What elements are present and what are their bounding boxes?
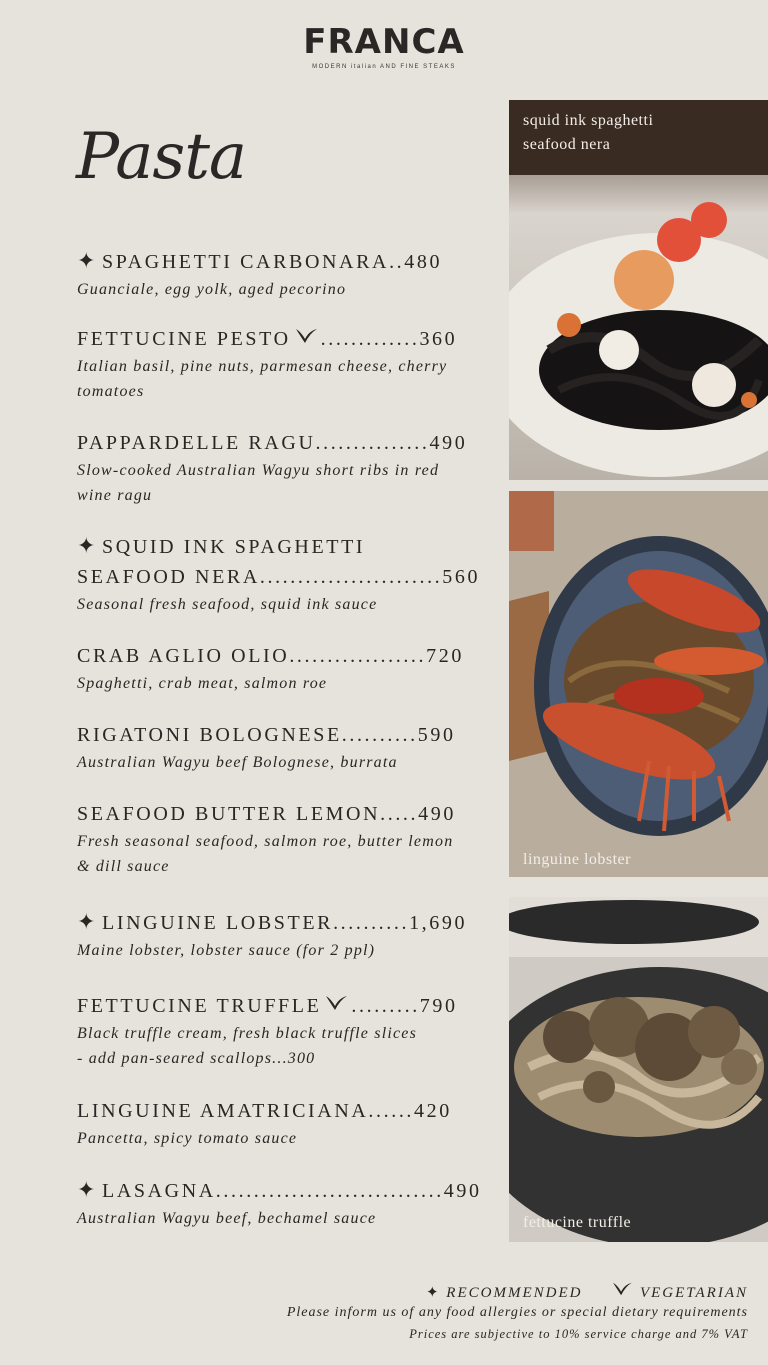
item-description: Seasonal fresh seafood, squid ink sauce — [77, 596, 378, 613]
item-name: SEAFOOD BUTTER LEMON.....490 — [77, 803, 456, 825]
menu-item-fettucine-pesto — [77, 324, 457, 404]
item-price: .........790 — [351, 995, 458, 1017]
photo-caption: linguine lobster — [523, 851, 631, 868]
dish-illustration — [509, 491, 768, 877]
menu-item-carbonara — [77, 246, 457, 302]
item-name-continued: SEAFOOD NERA........................560 — [77, 566, 481, 588]
item-name: PAPPARDELLE RAGU...............490 — [77, 432, 468, 454]
recommended-star-icon: ✦ — [77, 1177, 99, 1202]
item-name: LINGUINE LOBSTER..........1,690 — [102, 912, 468, 934]
item-description: Australian Wagyu beef Bolognese, burrata — [77, 754, 398, 771]
vegetarian-leaf-icon — [293, 324, 319, 354]
recommended-star-icon: ✦ — [77, 248, 99, 273]
item-name: RIGATONI BOLOGNESE..........590 — [77, 724, 456, 746]
legend-recommended: RECOMMENDED — [446, 1285, 583, 1301]
section-title: Pasta — [76, 120, 247, 194]
item-name: SPAGHETTI CARBONARA..480 — [102, 251, 443, 273]
menu-item-pappardelle-ragu — [77, 428, 468, 508]
menu-item-linguine-lobster — [77, 907, 468, 963]
menu-item-linguine-amatriciana — [77, 1096, 457, 1151]
photo-linguine-lobster — [509, 491, 768, 877]
vegetarian-leaf-icon — [323, 991, 349, 1021]
brand-name: FRANCA — [303, 22, 465, 62]
vegetarian-leaf-icon — [610, 1285, 640, 1301]
item-name: LINGUINE AMATRICIANA......420 — [77, 1100, 452, 1122]
item-description: Slow-cooked Australian Wagyu short ribs in red wine ragu — [77, 462, 440, 504]
legend-vegetarian: VEGETARIAN — [639, 1285, 748, 1301]
item-name: CRAB AGLIO OLIO..................720 — [77, 645, 464, 667]
item-description: Australian Wagyu beef, bechamel sauce — [77, 1210, 377, 1227]
menu-item-squid-ink-spaghetti — [77, 531, 481, 617]
legend — [426, 1281, 748, 1302]
item-description: Maine lobster, lobster sauce (for 2 ppl) — [77, 942, 376, 959]
item-description: Pancetta, spicy tomato sauce — [77, 1130, 298, 1147]
photo-fettucine-truffle — [509, 897, 768, 1242]
recommended-star-icon: ✦ — [77, 533, 99, 558]
item-description: Fresh seasonal seafood, salmon roe, butter lemon & dill sauce — [77, 833, 454, 875]
menu-item-fettucine-truffle — [77, 991, 457, 1071]
brand-logo — [0, 22, 768, 70]
item-addon: - add pan-seared scallops...300 — [77, 1050, 316, 1067]
item-name: FETTUCINE TRUFFLE — [77, 995, 322, 1017]
dish-illustration — [509, 100, 768, 480]
item-description: Guanciale, egg yolk, aged pecorino — [77, 281, 347, 298]
menu-item-crab-aglio-olio — [77, 641, 464, 696]
brand-tagline: MODERN italian AND FINE STEAKS — [312, 64, 456, 70]
dish-illustration — [509, 897, 768, 1242]
allergy-note: Please inform us of any food allergies or special dietary requirements — [286, 1305, 748, 1320]
item-name: LASAGNA..............................490 — [102, 1180, 482, 1202]
item-name: SQUID INK SPAGHETTI — [102, 536, 366, 558]
photo-squid-ink-spaghetti — [509, 100, 768, 480]
menu-item-seafood-butter-lemon — [77, 799, 457, 879]
item-description: Spaghetti, crab meat, salmon roe — [77, 675, 328, 692]
item-description: Black truffle cream, fresh black truffle slices — [77, 1025, 418, 1042]
photo-caption: squid ink spaghetti seafood nera — [523, 112, 654, 153]
item-price: .............360 — [320, 328, 458, 350]
menu-item-lasagna — [77, 1175, 482, 1231]
photo-caption: fettucine truffle — [523, 1214, 632, 1231]
menu-item-rigatoni-bolognese — [77, 720, 457, 775]
recommended-star-icon: ✦ — [77, 909, 99, 934]
item-name: FETTUCINE PESTO — [77, 328, 291, 350]
recommended-star-icon: ✦ — [425, 1285, 441, 1301]
price-note: Prices are subjective to 10% service charge and 7% VAT — [409, 1327, 748, 1341]
item-description: Italian basil, pine nuts, parmesan cheese, cherry tomatoes — [77, 358, 448, 400]
